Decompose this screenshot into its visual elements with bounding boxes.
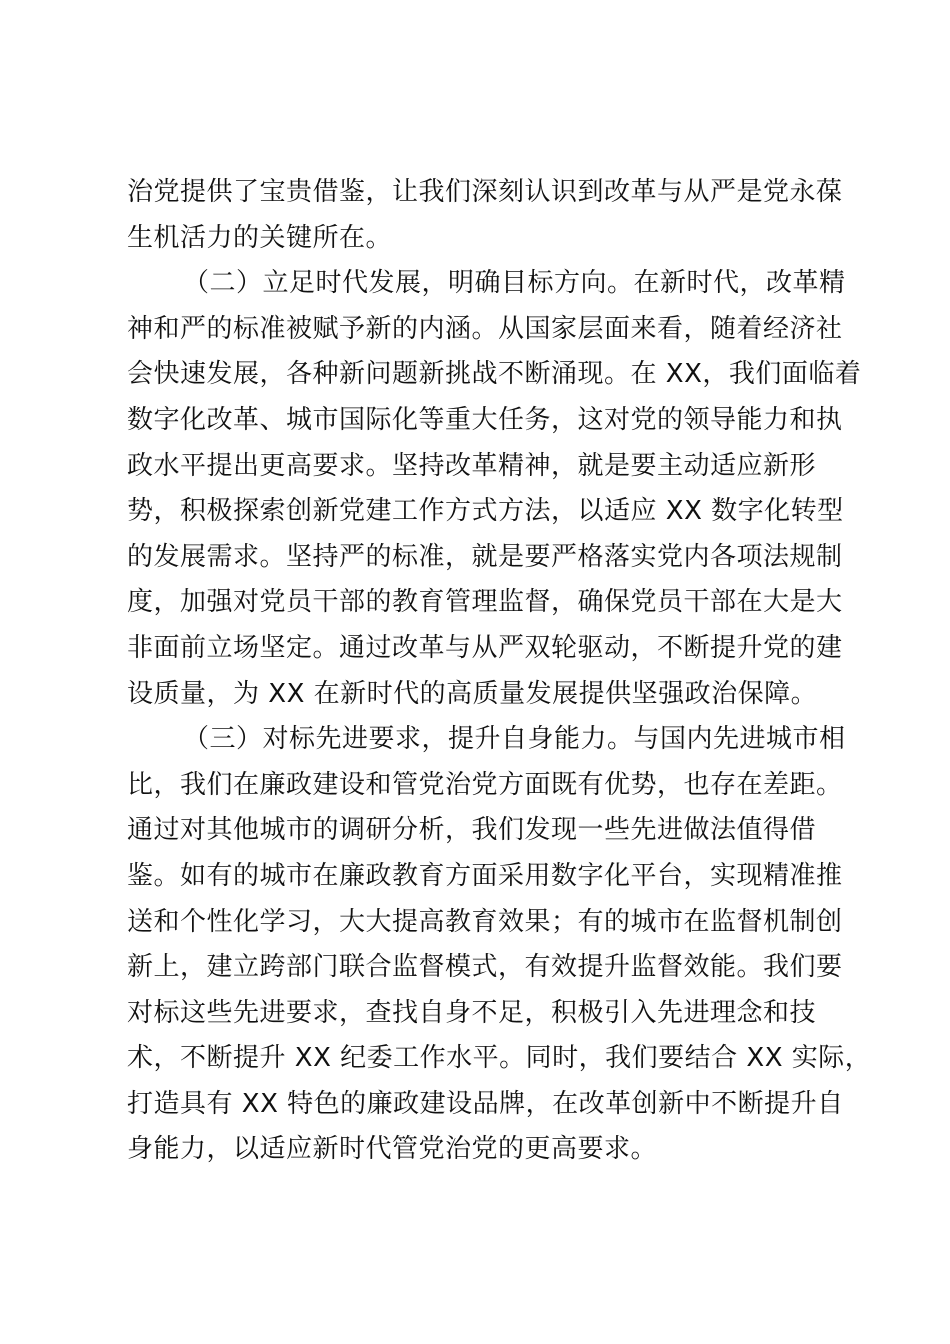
paragraph-section-3 [127, 717, 872, 1173]
text-line: 送和个性化学习，大大提高教育效果；有的城市在监督机制创 [127, 906, 843, 937]
section-heading-line: （三）对标先进要求，提升自身能力。与国内先进城市相 [183, 724, 846, 755]
document-body [127, 170, 872, 1173]
text-line: 比，我们在廉政建设和管党治党方面既有优势，也存在差距。 [127, 769, 843, 800]
text-line: 会快速发展，各种新问题新挑战不断涌现。在 XX，我们面临着 [127, 359, 862, 390]
text-line: 非面前立场坚定。通过改革与从严双轮驱动，不断提升党的建 [127, 632, 843, 663]
text-line: 度，加强对党员干部的教育管理监督，确保党员干部在大是大 [127, 587, 843, 618]
text-line: 新上，建立跨部门联合监督模式，有效提升监督效能。我们要 [127, 952, 843, 983]
text-line: 对标这些先进要求，查找自身不足，积极引入先进理念和技 [127, 997, 817, 1028]
text-line: 数字化改革、城市国际化等重大任务，这对党的领导能力和执 [127, 404, 843, 435]
text-line: 设质量，为 XX 在新时代的高质量发展提供坚强政治保障。 [127, 678, 818, 709]
paragraph-section-2 [127, 261, 862, 717]
text-line: 政水平提出更高要求。坚持改革精神，就是要主动适应新形 [127, 450, 817, 481]
text-line: 术，不断提升 XX 纪委工作水平。同时，我们要结合 XX 实际， [127, 1043, 872, 1074]
text-line: 势，积极探索创新党建工作方式方法，以适应 XX 数字化转型 [127, 496, 844, 527]
section-heading-line: （二）立足时代发展，明确目标方向。在新时代，改革精 [183, 268, 846, 299]
text-line: 神和严的标准被赋予新的内涵。从国家层面来看，随着经济社 [127, 313, 843, 344]
text-line: 生机活力的关键所在。 [127, 222, 393, 253]
text-line: 通过对其他城市的调研分析，我们发现一些先进做法值得借 [127, 815, 817, 846]
text-line: 打造具有 XX 特色的廉政建设品牌，在改革创新中不断提升自 [127, 1088, 844, 1119]
text-line: 治党提供了宝贵借鉴，让我们深刻认识到改革与从严是党永葆 [127, 177, 843, 207]
text-line: 身能力，以适应新时代管党治党的更高要求。 [127, 1134, 658, 1165]
paragraph-continuation [127, 170, 843, 261]
text-line: 的发展需求。坚持严的标准，就是要严格落实党内各项法规制 [127, 541, 843, 572]
text-line: 鉴。如有的城市在廉政教育方面采用数字化平台，实现精准推 [127, 860, 843, 891]
